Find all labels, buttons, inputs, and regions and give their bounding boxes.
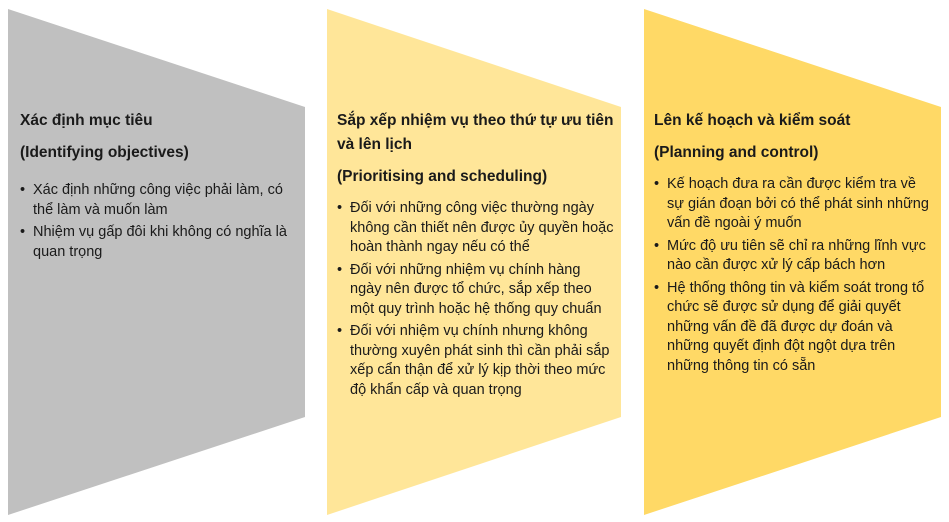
step-3-bullets	[654, 175, 936, 376]
step-1-bullet-item: • Xác định những công việc phải làm, có thể làm và muốn làm	[20, 181, 302, 220]
step-3-bullet-item: • Kế hoạch đưa ra cần được kiểm tra về sự gián đoạn bởi có thể phát sinh những vấn đề ngoài ý muốn	[654, 175, 936, 234]
step-1-title: Xác định mục tiêu	[20, 112, 153, 129]
step-1-bullet-item: • Nhiệm vụ gấp đôi khi không có nghĩa là quan trọng	[20, 223, 302, 262]
step-panel-2	[337, 109, 615, 403]
step-3-bullet-item: • Hệ thống thông tin và kiểm soát trong tổ chức sẽ được sử dụng để giải quyết những vấn đề đã được dự đoán và những quyết định đột ngột dựa trên những thông tin có sẵn	[654, 279, 936, 377]
step-panel-1	[20, 109, 302, 265]
step-2-bullets	[337, 199, 615, 400]
step-2-bullet-item: • Đối với nhiệm vụ chính nhưng không thường xuyên phát sinh thì cần phải sắp xếp cẩn thận để xử lý kịp thời theo mức độ khẩn cấp và quan trọng	[337, 322, 615, 400]
step-3-subtitle: (Planning and control)	[654, 144, 819, 161]
step-1-bullets	[20, 181, 302, 262]
step-1-subtitle: (Identifying objectives)	[20, 144, 189, 161]
step-2-bullet-item: • Đối với những nhiệm vụ chính hàng ngày nên được tổ chức, sắp xếp theo một quy trình hoặc hệ thống quy chuẩn	[337, 261, 615, 320]
step-3-title: Lên kế hoạch và kiểm soát	[654, 112, 851, 129]
step-2-subtitle: (Prioritising and scheduling)	[337, 168, 548, 185]
step-3-bullet-item: • Mức độ ưu tiên sẽ chỉ ra những lĩnh vực nào cần được xử lý cấp bách hơn	[654, 237, 936, 276]
step-2-bullet-item: • Đối với những công việc thường ngày không cần thiết nên được ủy quyền hoặc hoàn thành ngay nếu có thể	[337, 199, 615, 258]
step-panel-3	[654, 109, 936, 379]
step-2-title: Sắp xếp nhiệm vụ theo thứ tự ưu tiên và lên lịch	[337, 112, 614, 153]
